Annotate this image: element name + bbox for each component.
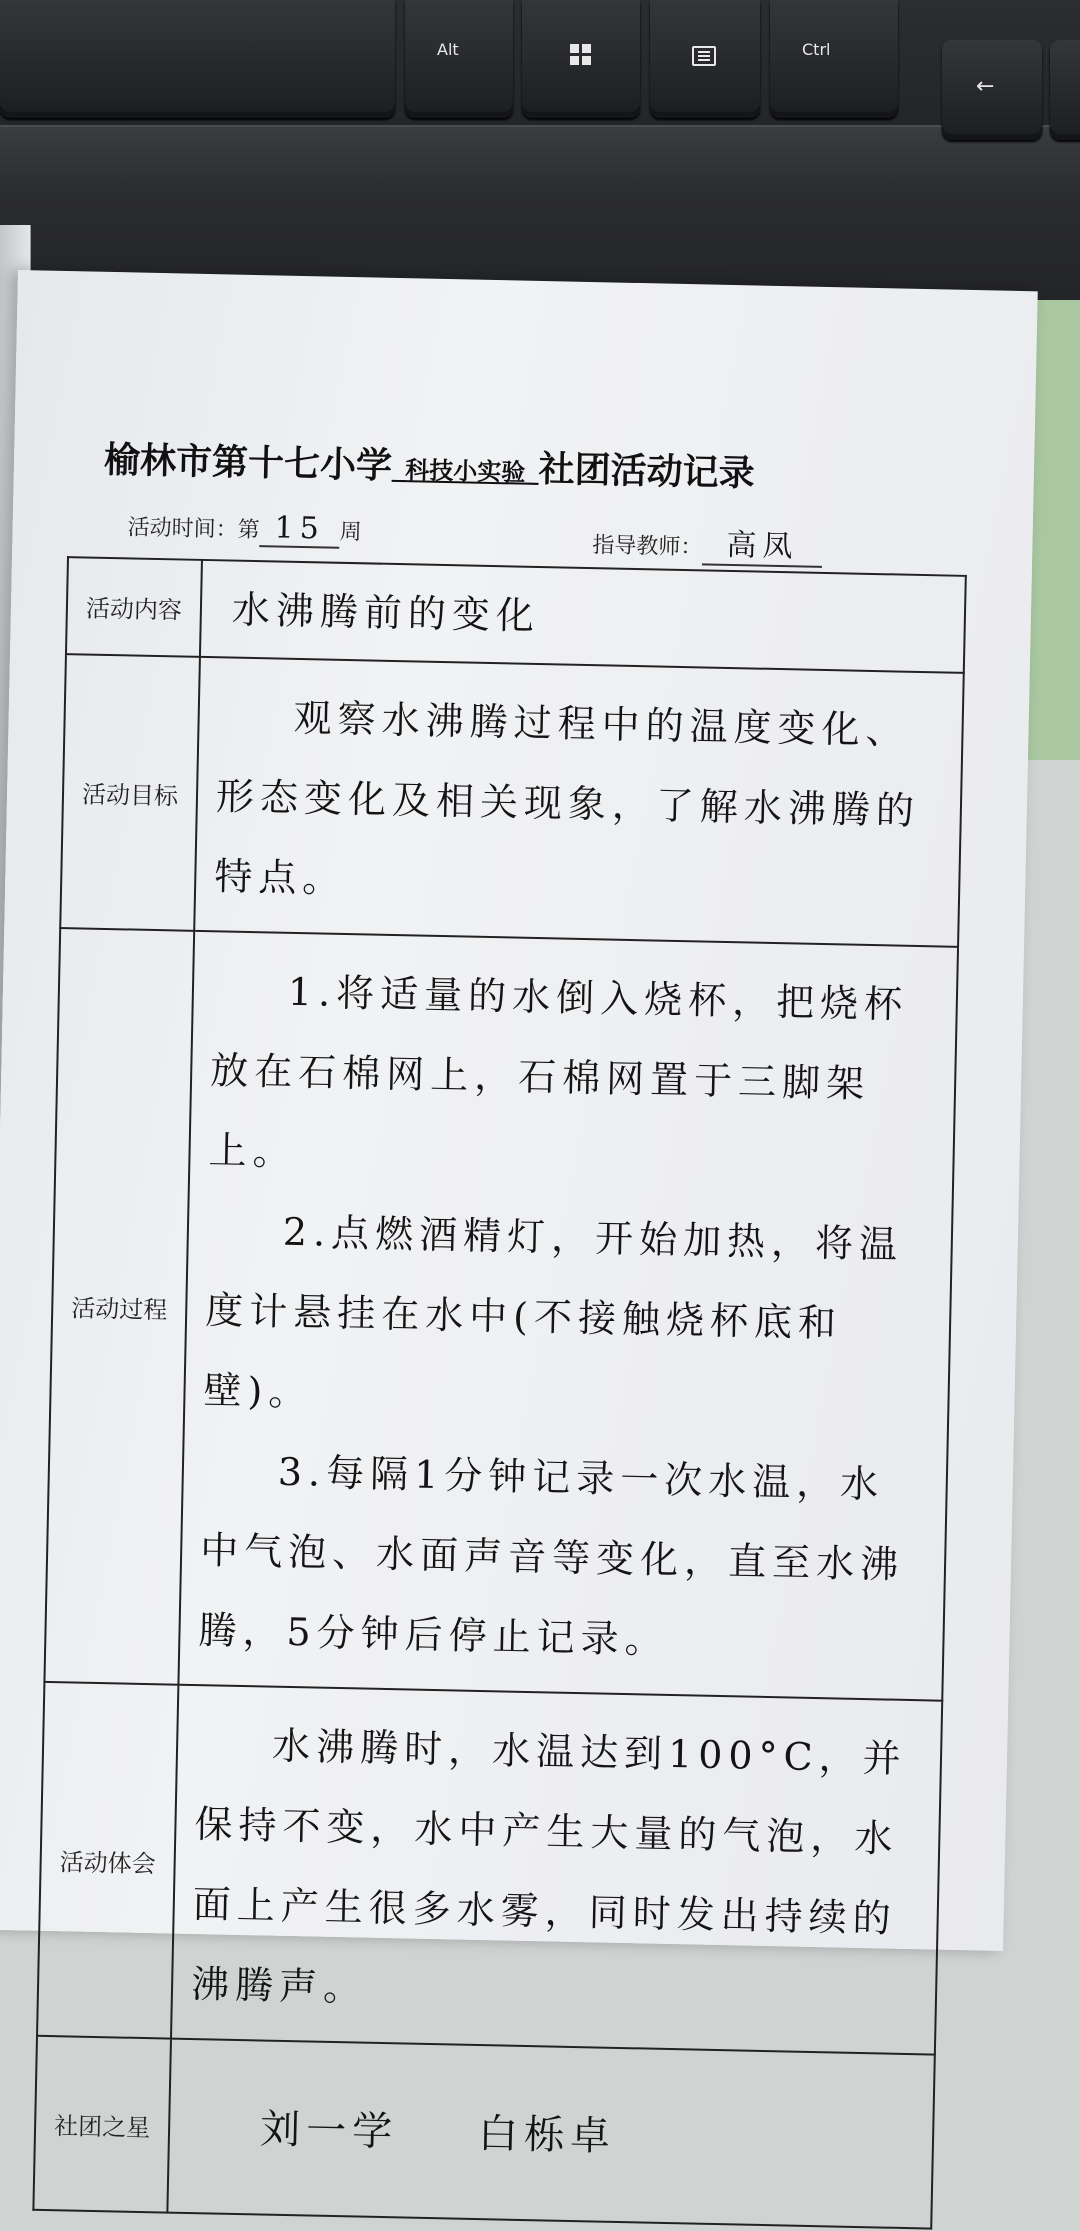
- week-number: 15: [259, 510, 340, 549]
- next-key: [1050, 40, 1080, 140]
- menu-key: [650, 0, 760, 118]
- alt-key: [405, 0, 513, 118]
- keyboard: [0, 0, 1080, 310]
- windows-icon: [570, 44, 591, 65]
- week-unit: 周: [339, 518, 362, 545]
- table-row: [33, 2036, 934, 2229]
- star-name: 白栎卓: [477, 2111, 617, 2160]
- school-name: 榆林市第十七小学: [103, 438, 393, 486]
- table-row: [44, 928, 958, 1701]
- row-label-reflection: 活动体会: [37, 1682, 178, 2039]
- alt-key-label: Alt: [437, 40, 459, 59]
- time-label: 活动时间：第: [127, 514, 260, 543]
- club-stars: [167, 2039, 934, 2229]
- activity-time: [127, 507, 362, 549]
- row-label-content: 活动内容: [66, 557, 202, 657]
- left-arrow-key: [942, 40, 1042, 140]
- process-step: 3.每隔1分钟记录一次水温，水中气泡、水面声音等变化，直至水沸腾，5分钟后停止记录。: [198, 1449, 905, 1662]
- club-name: _科技小实验_: [391, 456, 539, 487]
- teacher-name: 高凤: [702, 519, 823, 568]
- process-step: 1.将适量的水倒入烧杯，把烧杯放在石棉网上，石棉网置于三脚架上。: [208, 969, 909, 1175]
- record-table: [32, 556, 966, 2229]
- activity-process: [178, 931, 958, 1701]
- record-sheet: [0, 270, 1038, 2160]
- table-row: [66, 557, 966, 673]
- table-row: [60, 654, 964, 947]
- teacher-label: 指导教师：: [592, 532, 703, 560]
- supervising-teacher: [592, 517, 823, 568]
- left-arrow-icon: ←: [976, 74, 995, 99]
- windows-key: [522, 0, 640, 118]
- ctrl-key-label: Ctrl: [802, 40, 831, 59]
- sheet-title: [104, 432, 756, 497]
- process-step: 2.点燃酒精灯，开始加热，将温度计悬挂在水中(不接触烧杯底和壁)。: [203, 1209, 904, 1415]
- space-key: [0, 0, 395, 118]
- ctrl-key: [770, 0, 898, 118]
- row-label-process: 活动过程: [44, 928, 194, 1685]
- table-row: [37, 1682, 942, 2055]
- row-label-goal: 活动目标: [60, 654, 200, 931]
- star-name: 刘一学: [259, 2106, 399, 2156]
- activity-reflection: 水沸腾时，水温达到100°C，并保持不变，水中产生大量的气泡，水面上产生很多水雾，同时发出持续的沸腾声。: [171, 1685, 942, 2055]
- title-suffix: 社团活动记录: [538, 447, 756, 494]
- activity-goal: 观察水沸腾过程中的温度变化、形态变化及相关现象，了解水沸腾的特点。: [194, 657, 964, 947]
- row-label-star: 社团之星: [33, 2036, 171, 2213]
- menu-icon: [692, 46, 716, 66]
- activity-content: 水沸腾前的变化: [200, 560, 966, 673]
